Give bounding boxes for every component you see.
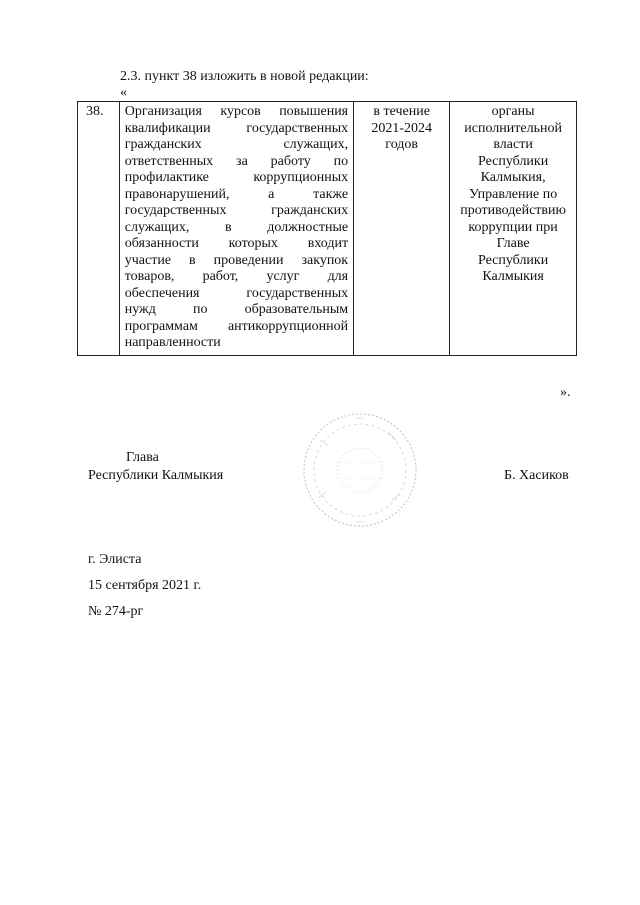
document-number: № 274-рг	[88, 604, 144, 619]
responsible-line: коррупции при	[468, 219, 558, 235]
row-number: 38.	[78, 102, 120, 356]
description-line: Организация курсов повышения	[124, 104, 349, 119]
responsible-line: Управление по	[469, 186, 558, 202]
responsible-line: Республики	[477, 252, 549, 268]
official-seal-stamp	[300, 410, 420, 530]
term-line: в течение	[373, 104, 430, 119]
amendment-intro: 2.3. пункт 38 изложить в новой редакции:	[120, 69, 369, 84]
amendment-table	[77, 101, 577, 356]
signatory-name: Б. Хасиков	[504, 468, 569, 483]
description-line: направленности	[124, 335, 221, 350]
responsible-line: Республики	[477, 153, 549, 169]
signatory-title-line2: Республики Калмыкия	[88, 468, 224, 483]
description-line: обеспечения государственных	[124, 285, 349, 301]
description-line: участие в проведении закупок	[124, 252, 349, 268]
term-line: годов	[385, 137, 419, 152]
opening-quote: «	[120, 85, 127, 100]
responsible-line: власти	[493, 137, 533, 152]
description-line: государственных гражданских	[124, 203, 349, 218]
description-line: ответственных за работу по	[124, 153, 349, 169]
description-line: товаров, работ, услуг для	[124, 269, 349, 284]
signatory-title-line1: Глава	[126, 450, 159, 465]
description-line: профилактике коррупционных	[124, 170, 349, 185]
responsible-line: Главе	[496, 236, 530, 251]
responsible-line: Калмыкия,	[480, 170, 546, 185]
description-line: обязанности которых входит	[124, 236, 349, 251]
row-term	[354, 102, 450, 356]
responsible-line: противодействию	[460, 203, 566, 218]
document-place: г. Элиста	[88, 552, 142, 567]
responsible-line: Калмыкия	[482, 269, 544, 284]
description-line: нужд по образовательным	[124, 302, 349, 317]
responsible-line: органы	[491, 104, 535, 119]
table-row	[78, 102, 577, 356]
responsible-line: исполнительной	[464, 120, 562, 136]
description-line: служащих, в должностные	[124, 219, 349, 235]
description-line: квалификации государственных	[124, 120, 349, 136]
closing-quote: ».	[560, 385, 571, 400]
description-line: гражданских служащих,	[124, 137, 349, 152]
row-responsible	[450, 102, 577, 356]
description-line: программам антикоррупционной	[124, 318, 349, 334]
term-line: 2021-2024	[371, 120, 432, 136]
row-description	[119, 102, 353, 356]
document-date: 15 сентября 2021 г.	[88, 578, 202, 593]
description-line: правонарушений, а также	[124, 186, 349, 202]
